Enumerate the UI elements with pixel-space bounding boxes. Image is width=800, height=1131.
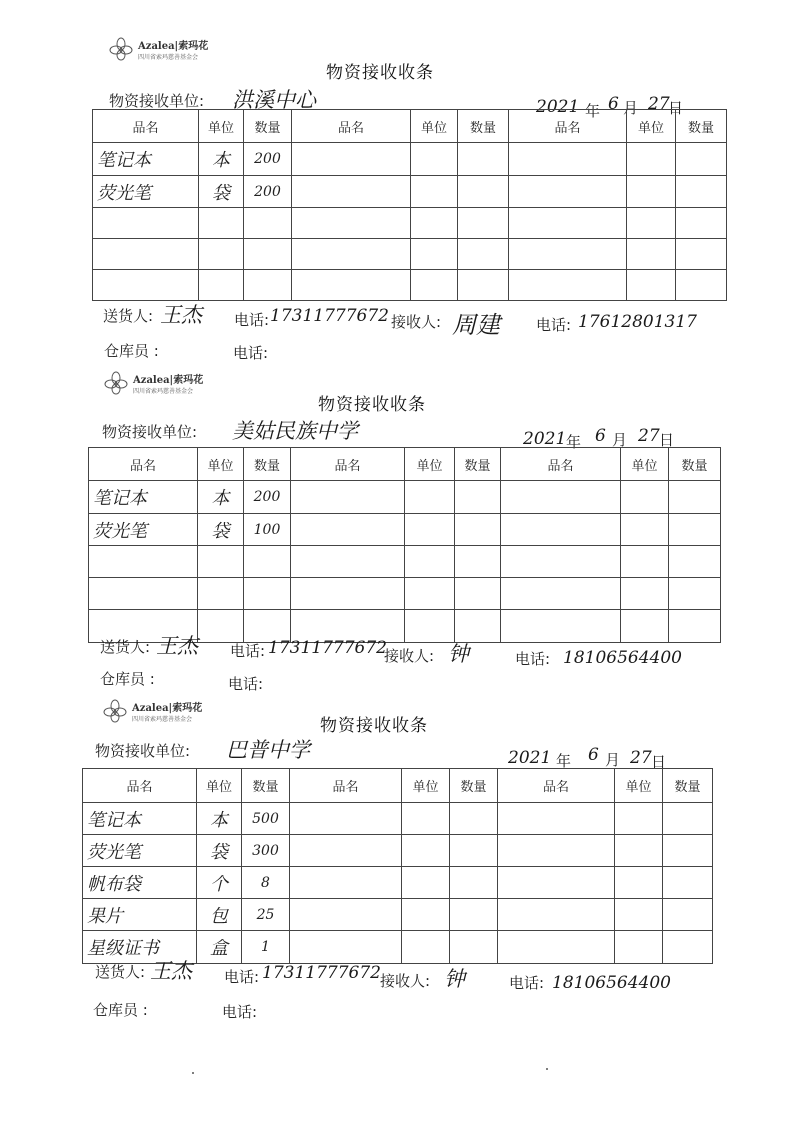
date-day: 27 [638,426,660,446]
table-row [93,176,727,208]
table-row [93,143,727,176]
table-row [93,208,727,239]
header-cell: 单位 [627,110,676,143]
item-qty: 200 [244,143,292,176]
item-unit: 本 [197,803,242,835]
sender-name: 王杰 [160,303,202,327]
sender-phone-label: 电话: [230,642,266,660]
item-qty: 1 [242,931,290,964]
receiver-signature: 钟 [444,967,465,991]
receiver-phone: 18106564400 [563,648,682,668]
receiver-phone: 17612801317 [578,312,697,332]
header-cell: 数量 [458,110,509,143]
unit-label: 物资接收单位: [109,92,205,110]
receiver-label: 接收人: [380,972,431,990]
item-name: 荧光笔 [89,514,198,546]
month-char: 月 [605,751,621,769]
items-table [82,768,713,964]
date-day: 27 [648,94,670,114]
date-month: 6 [595,426,606,446]
receiver-signature: 钟 [448,642,469,666]
unit-name: 巴普中学 [226,738,310,762]
sender-label: 送货人: [100,638,151,656]
keeper-phone-label: 电话: [228,675,264,693]
unit-name: 美姑民族中学 [232,419,358,443]
table-row [83,803,713,835]
header-cell: 品名 [290,769,402,803]
header-cell: 单位 [621,448,669,481]
header-cell: 品名 [501,448,621,481]
azalea-flower-icon [102,698,128,724]
table-row [93,239,727,270]
sender-phone: 17311777672 [268,638,387,658]
scan-speck [546,1068,548,1070]
logo-name: Azalea|索玛花 [132,703,203,714]
receiver-phone: 18106564400 [552,973,671,993]
logo-subtitle: 四川省索玛慈善基金会 [138,54,199,61]
year-suffix: 年 [566,433,582,451]
keeper-phone-label: 电话: [233,344,269,362]
sender-phone: 17311777672 [270,306,389,326]
date-year: 2021 [508,748,552,768]
keeper-label: 仓库员 : [100,670,155,688]
table-header-row [93,110,727,143]
table-header-row [89,448,721,481]
item-unit: 盒 [197,931,242,964]
item-unit: 个 [197,867,242,899]
date-year: 2021 [523,429,567,449]
slip-title: 物资接收收条 [326,63,434,83]
items-table [88,447,721,643]
header-cell: 数量 [242,769,290,803]
header-cell: 数量 [669,448,721,481]
item-name: 帆布袋 [83,867,197,899]
sender-name: 王杰 [156,634,198,658]
foundation-logo [103,370,203,396]
table-row [89,578,721,610]
date-month: 6 [608,94,619,114]
table-row [89,546,721,578]
header-cell: 品名 [498,769,615,803]
keeper-phone-label: 电话: [222,1003,258,1021]
slip-title: 物资接收收条 [318,395,426,415]
item-name: 果片 [83,899,197,931]
item-qty: 300 [242,835,290,867]
item-qty: 100 [244,514,291,546]
sender-name: 王杰 [150,959,192,983]
item-name: 笔记本 [89,481,198,514]
keeper-label: 仓库员 : [104,342,159,360]
header-cell: 单位 [402,769,450,803]
item-qty: 25 [242,899,290,931]
header-cell: 数量 [244,110,292,143]
unit-name: 洪溪中心 [232,88,316,112]
foundation-logo [108,36,208,62]
item-unit: 本 [198,481,244,514]
month-char: 月 [612,431,628,449]
item-qty: 200 [244,481,291,514]
header-cell: 品名 [509,110,627,143]
date-day: 27 [630,748,652,768]
table-row [83,899,713,931]
header-cell: 数量 [663,769,713,803]
header-cell: 品名 [89,448,198,481]
header-cell: 品名 [83,769,197,803]
item-qty: 200 [244,176,292,208]
header-cell: 数量 [244,448,291,481]
day-char: 日 [668,99,684,117]
item-name: 荧光笔 [93,176,199,208]
item-unit: 袋 [198,514,244,546]
table-row [89,514,721,546]
header-cell: 品名 [292,110,411,143]
sender-label: 送货人: [95,963,146,981]
items-table [92,109,727,301]
item-unit: 袋 [199,176,244,208]
keeper-label: 仓库员 : [93,1001,148,1019]
date-year: 2021 [536,97,580,117]
table-row [83,835,713,867]
item-qty: 500 [242,803,290,835]
azalea-flower-icon [103,370,129,396]
receiver-label: 接收人: [391,313,442,331]
sender-label: 送货人: [103,307,154,325]
logo-subtitle: 四川省索玛慈善基金会 [132,716,193,723]
item-unit: 包 [197,899,242,931]
header-cell: 单位 [615,769,663,803]
unit-label: 物资接收单位: [102,423,198,441]
receiver-label: 接收人: [384,647,435,665]
day-char: 日 [651,753,667,771]
table-row [83,867,713,899]
month-char: 月 [623,99,639,117]
item-qty: 8 [242,867,290,899]
sender-phone-label: 电话: [224,968,260,986]
header-cell: 数量 [455,448,501,481]
sender-phone: 17311777672 [262,963,381,983]
receiver-signature: 周建 [452,311,500,339]
logo-name: Azalea|索玛花 [133,375,204,386]
unit-label: 物资接收单位: [95,742,191,760]
table-header-row [83,769,713,803]
item-unit: 袋 [197,835,242,867]
slip-title: 物资接收收条 [320,716,428,736]
scan-speck [192,1072,194,1074]
header-cell: 数量 [676,110,727,143]
header-cell: 单位 [405,448,455,481]
year-suffix: 年 [556,752,572,770]
header-cell: 数量 [450,769,498,803]
header-cell: 单位 [199,110,244,143]
header-cell: 单位 [411,110,458,143]
receiver-phone-label: 电话: [536,316,572,334]
header-cell: 单位 [198,448,244,481]
azalea-flower-icon [108,36,134,62]
date-month: 6 [588,745,599,765]
logo-subtitle: 四川省索玛慈善基金会 [133,388,194,395]
foundation-logo [102,698,202,724]
year-suffix: 年 [585,102,601,120]
item-name: 星级证书 [83,931,197,964]
item-unit: 本 [199,143,244,176]
header-cell: 品名 [93,110,199,143]
item-name: 笔记本 [93,143,199,176]
table-row [89,481,721,514]
table-row [93,270,727,301]
item-name: 荧光笔 [83,835,197,867]
header-cell: 单位 [197,769,242,803]
item-name: 笔记本 [83,803,197,835]
receiver-phone-label: 电话: [515,650,551,668]
header-cell: 品名 [291,448,405,481]
day-char: 日 [659,431,675,449]
logo-name: Azalea|索玛花 [138,41,209,52]
sender-phone-label: 电话: [234,311,270,329]
receiver-phone-label: 电话: [509,974,545,992]
